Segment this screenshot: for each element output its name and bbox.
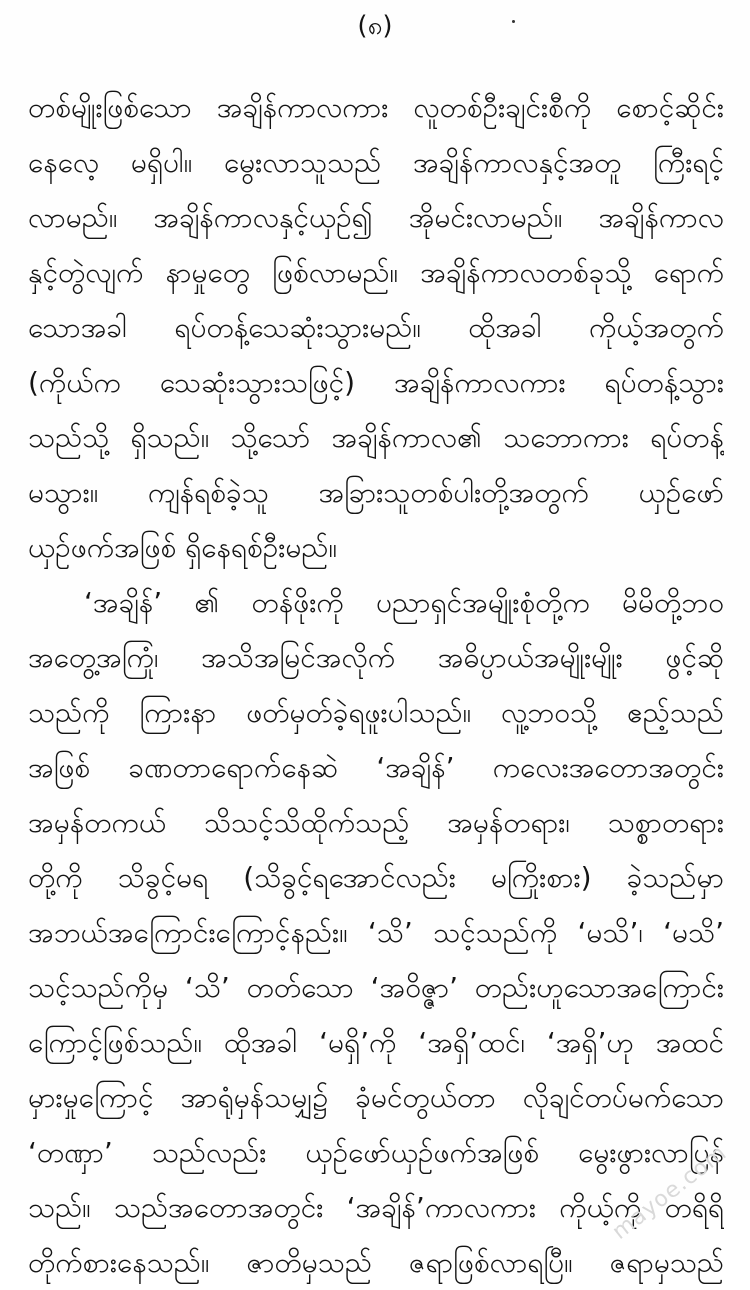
- paragraph-line: သင့်သည်ကိုမှ ‘သိ’ တတ်သော ‘အဝိဇ္ဇာ’ တည်းဟူသောအကြောင်း: [28, 971, 724, 1004]
- paragraph-line: သည်။ သည်အတောအတွင်း ‘အချိန်’ကာလကား ကိုယ့်ကို တရိရိ: [28, 1191, 724, 1224]
- paragraph-line: သည်ကို ကြားနာ ဖတ်မှတ်ခဲ့ရဖူးပါသည်။ လူ့ဘဝသို့ ဧည့်သည်: [28, 696, 724, 729]
- page-number: (၈): [357, 11, 393, 41]
- paragraph-line: တို့ကို သိခွင့်မရ (သိခွင့်ရအောင်လည်း မကြိုးစား) ခဲ့သည်မှာ: [28, 861, 724, 894]
- paragraph-line: ယှဉ်ဖက်အဖြစ် ရှိနေရစ်ဦးမည်။: [28, 531, 337, 564]
- print-speck: [512, 20, 515, 23]
- paragraph-line: သောအခါ ရပ်တန့်သေဆုံးသွားမည်။ ထိုအခါ ကိုယ့်အတွက်: [28, 311, 724, 344]
- paragraph-line: နေလေ့ မရှိပါ။ မွေးလာသူသည် အချိန်ကာလနှင့်အတူ ကြီးရင့်: [28, 146, 724, 179]
- paragraph-line: နှင့်တွဲလျက် နာမှုတွေ ဖြစ်လာမည်။ အချိန်ကာလတစ်ခုသို့ ရောက်: [28, 256, 724, 289]
- paragraph-1: [28, 80, 724, 575]
- paragraph-line: (ကိုယ်က သေဆုံးသွားသဖြင့်) အချိန်ကာလကား ရပ်တန့်သွား: [28, 366, 724, 399]
- paragraph-line: မသွား။ ကျန်ရစ်ခဲ့သူ အခြားသူတစ်ပါးတို့အတွက် ယှဉ်ဖော်: [28, 476, 724, 509]
- paragraph-line: သည်သို့ ရှိသည်။ သို့သော် အချိန်ကာလ၏ သဘောကား ရပ်တန့်: [28, 421, 724, 454]
- paragraph-line: မှားမှုကြောင့် အာရုံမှန်သမျှ၌ ခုံမင်တွယ်တာ လိုချင်တပ်မက်သော: [28, 1081, 724, 1114]
- paragraph-line: အမှန်တကယ် သိသင့်သိထိုက်သည့် အမှန်တရား၊ သစ္စာတရား: [28, 806, 724, 839]
- paragraph-2: [28, 575, 724, 1290]
- body-text: [28, 80, 724, 1290]
- paragraph-line: လာမည်။ အချိန်ကာလနှင့်ယှဉ်၍ အိုမင်းလာမည်။ အချိန်ကာလ: [28, 201, 724, 234]
- watermark: mayoe.com: [607, 1140, 732, 1245]
- paragraph-line: ‘အချိန်’ ၏ တန်ဖိုးကို ပညာရှင်အမျိုးစုံတို့က မိမိတို့ဘဝ: [84, 586, 724, 619]
- paragraph-line: တိုက်စားနေသည်။ ဇာတိမှသည် ဇရာဖြစ်လာရပြီ။ ဇရာမှသည်: [28, 1246, 724, 1279]
- paragraph-line: အဖြစ် ခဏတာရောက်နေဆဲ ‘အချိန်’ ကလေးအတောအတွင်း: [28, 751, 724, 784]
- paragraph-line: ကြောင့်ဖြစ်သည်။ ထိုအခါ ‘မရှိ’ကို ‘အရှိ’ထင်၊ ‘အရှိ’ဟု အထင်: [28, 1026, 724, 1059]
- paragraph-line: အတွေ့အကြုံ၊ အသိအမြင်အလိုက် အဓိပ္ပာယ်အမျိုးမျိုး ဖွင့်ဆို: [28, 641, 724, 674]
- paragraph-line: ‘တဏှာ’ သည်လည်း ယှဉ်ဖော်ယှဉ်ဖက်အဖြစ် မွေးဖွားလာပြန်: [28, 1136, 724, 1169]
- paragraph-line: တစ်မျိုးဖြစ်သော အချိန်ကာလကား လူတစ်ဦးချင်းစီကို စောင့်ဆိုင်း: [28, 91, 724, 124]
- paragraph-line: အဘယ်အကြောင်းကြောင့်နည်း။ ‘သိ’ သင့်သည်ကို ‘မသိ’၊ ‘မသိ’: [28, 916, 724, 949]
